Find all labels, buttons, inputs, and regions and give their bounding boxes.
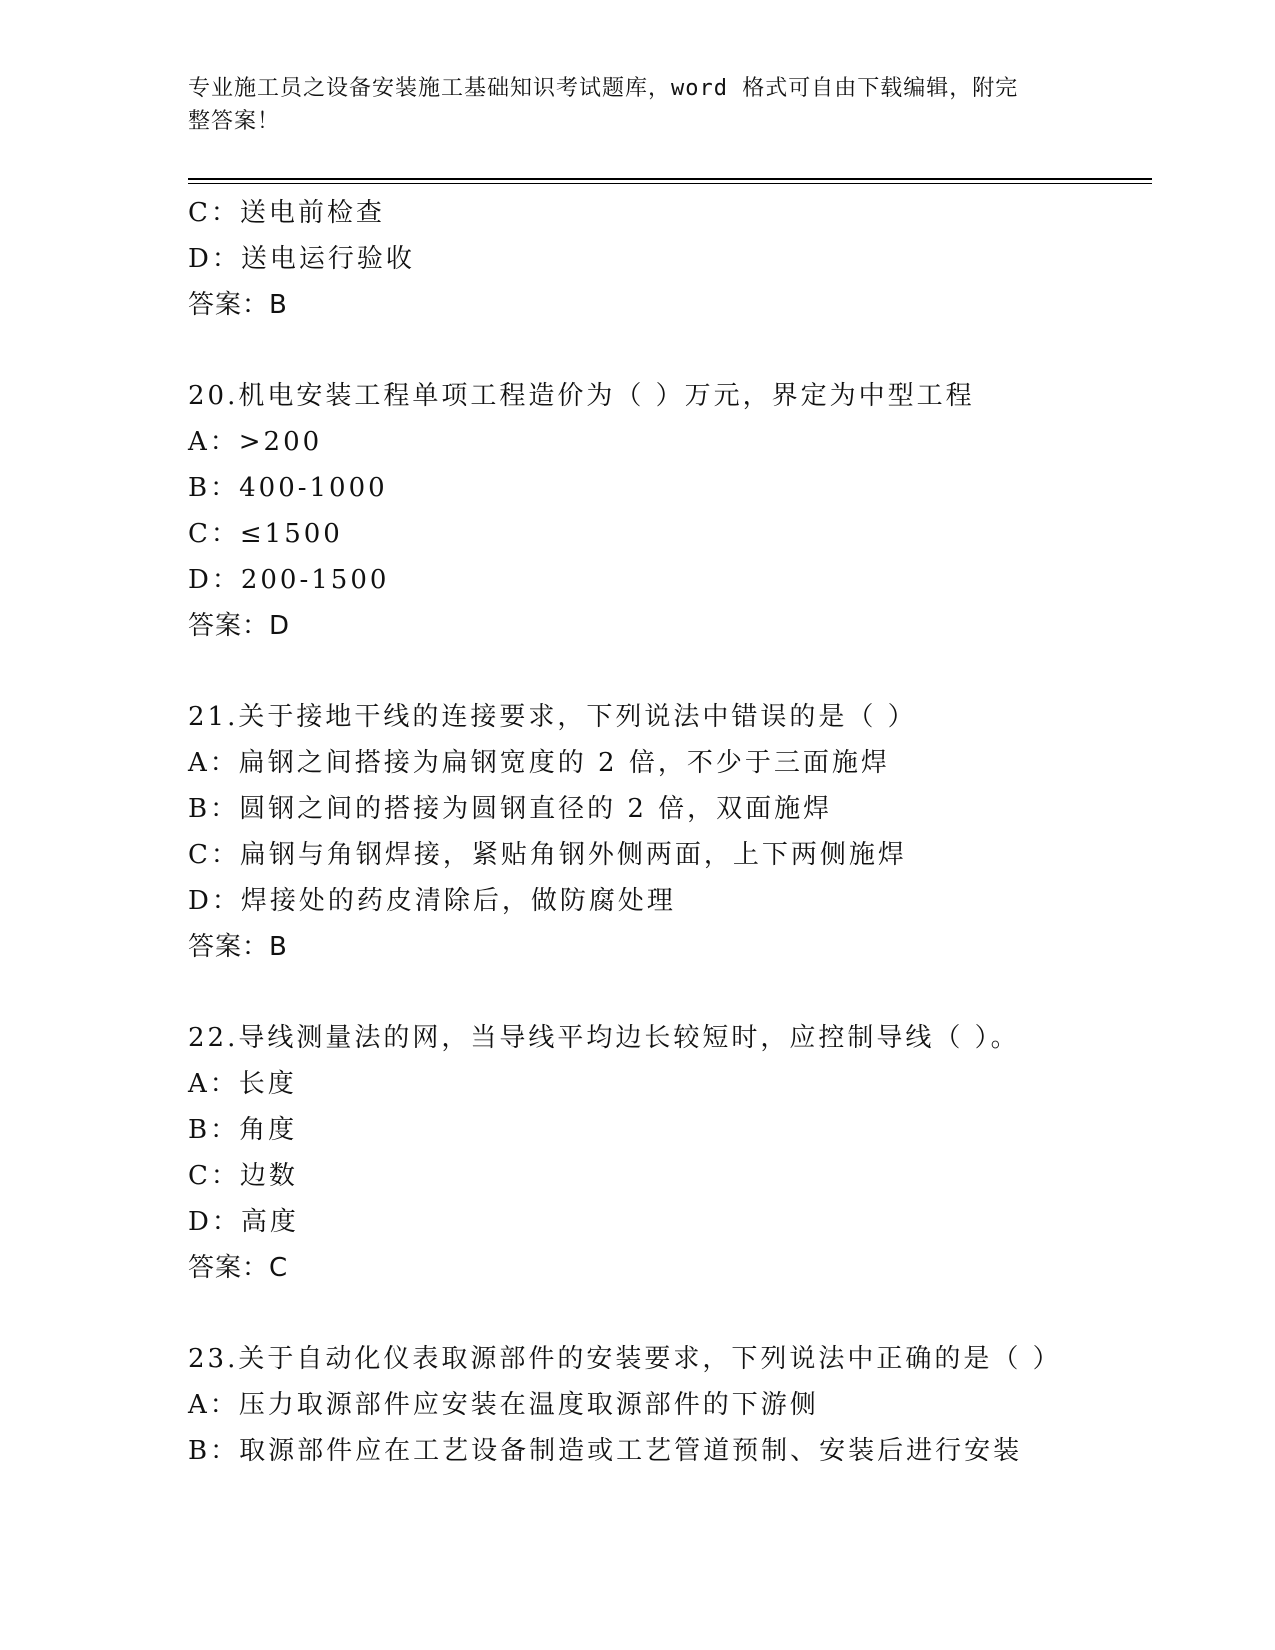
option-b: B：角度 [188, 1115, 298, 1145]
option-d: D：焊接处的药皮清除后，做防腐处理 [188, 886, 676, 916]
option-c: C：≤1500 [188, 519, 343, 549]
answer: 答案：B [188, 290, 288, 320]
header-rule-thick [188, 178, 1152, 180]
option-b: B：取源部件应在工艺设备制造或工艺管道预制、安装后进行安装 [188, 1436, 1023, 1466]
question-22 [188, 1015, 1152, 1291]
option-a: A：压力取源部件应安装在温度取源部件的下游侧 [188, 1390, 819, 1420]
answer: 答案：D [188, 611, 291, 641]
question-stem: 20.机电安装工程单项工程造价为（ ）万元，界定为中型工程 [188, 381, 975, 411]
question-21 [188, 694, 1152, 970]
question-20 [188, 373, 1152, 649]
document-header [188, 72, 1068, 138]
option-d: D：送电运行验收 [188, 244, 415, 274]
option-b: B：圆钢之间的搭接为圆钢直径的 2 倍，双面施焊 [188, 794, 833, 824]
option-a: A：长度 [188, 1069, 297, 1099]
header-line-1: 专业施工员之设备安装施工基础知识考试题库，word 格式可自由下载编辑，附完 [188, 76, 1019, 101]
header-rule-thin [188, 183, 1152, 184]
header-line-2: 整答案！ [188, 109, 281, 134]
question-19-continued [188, 190, 1152, 328]
option-c: C：送电前检查 [188, 198, 385, 228]
option-a: A：扁钢之间搭接为扁钢宽度的 2 倍，不少于三面施焊 [188, 748, 890, 778]
question-23 [188, 1336, 1152, 1474]
question-list [188, 190, 1152, 1474]
option-c: C：扁钢与角钢焊接，紧贴角钢外侧两面，上下两侧施焊 [188, 840, 907, 870]
question-stem: 22.导线测量法的网，当导线平均边长较短时，应控制导线（ ）。 [188, 1023, 1020, 1053]
option-c: C：边数 [188, 1161, 298, 1191]
question-stem: 21.关于接地干线的连接要求，下列说法中错误的是（ ） [188, 702, 917, 732]
option-d: D：200-1500 [188, 565, 390, 595]
option-b: B：400-1000 [188, 473, 388, 503]
option-a: A：>200 [188, 427, 323, 457]
answer: 答案：B [188, 932, 288, 962]
question-stem: 23.关于自动化仪表取源部件的安装要求，下列说法中正确的是（ ） [188, 1344, 1062, 1374]
option-d: D：高度 [188, 1207, 299, 1237]
answer: 答案：C [188, 1253, 289, 1283]
